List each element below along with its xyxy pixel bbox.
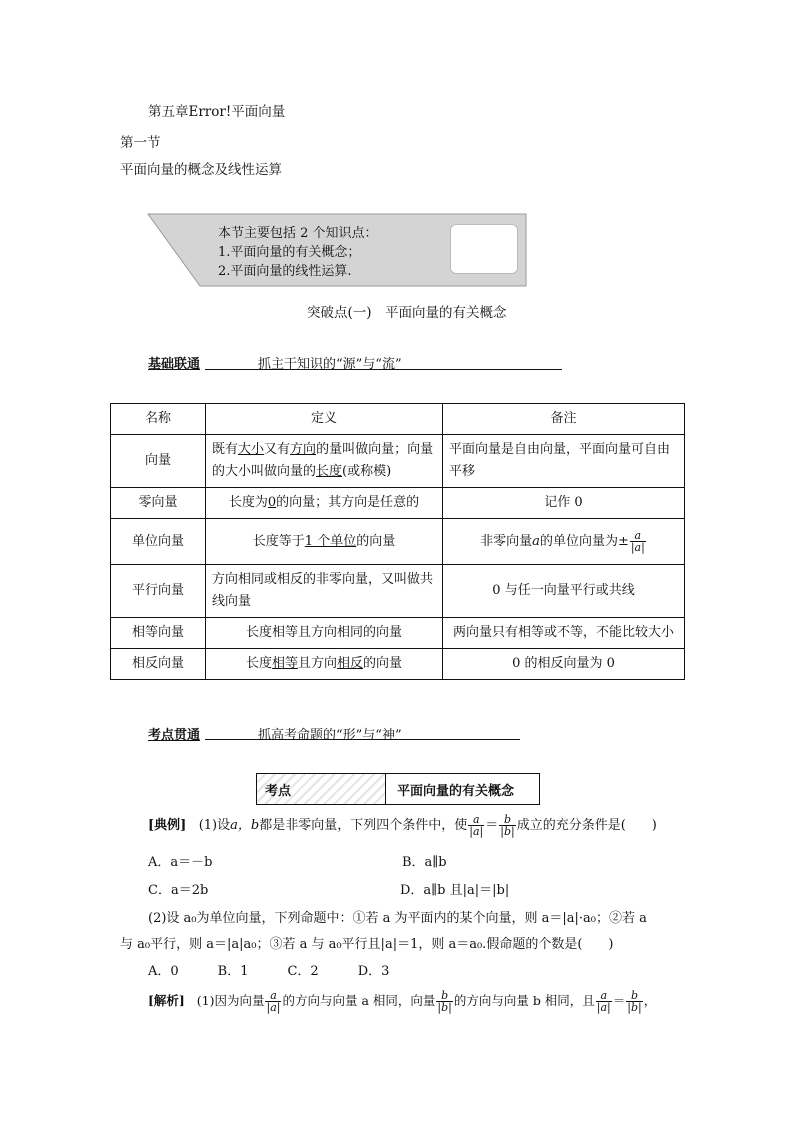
q1-vars: a，b xyxy=(230,818,260,833)
def-text: 长度 xyxy=(245,656,272,671)
solution-tag: [解析] xyxy=(148,993,185,1008)
row-definition: 方向相同或相反的非零向量，又叫做共线向量 xyxy=(206,565,443,618)
exam-subtitle: 抓高考命题的“形”与“神” xyxy=(258,728,402,743)
kaodian-right-label: 平面向量的有关概念 xyxy=(397,784,515,799)
q1-text: 都是非零向量，下列四个条件中，使 xyxy=(259,818,468,833)
note-text: 的单位向量为± xyxy=(539,534,629,549)
def-text: 的量叫做向量；向量的大小叫做向量的 xyxy=(212,442,434,479)
def-text: 且方向 xyxy=(297,656,337,671)
q1-fraction-b: $\frac{b}{|b|}$ xyxy=(500,813,515,838)
example-tag: [典例] xyxy=(148,818,187,833)
row-name: 相等向量 xyxy=(111,618,206,649)
basics-subtitle: 抓主干知识的“源”与“流” xyxy=(258,357,402,372)
header-name: 名称 xyxy=(111,404,206,435)
row-definition: 长度相等且方向相同的向量 xyxy=(206,618,443,649)
row-name: 平行向量 xyxy=(111,565,206,618)
banner-point-2: 2.平面向量的线性运算. xyxy=(218,264,352,279)
basics-underline xyxy=(205,369,562,370)
def-text: 的向量；其方向是任意的 xyxy=(276,495,420,510)
table-row xyxy=(111,435,685,488)
kaodian-box xyxy=(256,773,540,805)
row-note xyxy=(443,519,685,565)
solution-fraction: $\frac{b}{|b|}$ xyxy=(627,989,642,1014)
basics-label: 基础联通 xyxy=(148,357,201,372)
def-key-term: 0 xyxy=(267,495,277,510)
knowledge-banner xyxy=(140,212,528,288)
def-text: 长度等于 xyxy=(252,533,305,549)
q1-text: (1)设 xyxy=(198,818,231,833)
banner-blank-box xyxy=(450,224,518,274)
banner-text xyxy=(218,224,378,281)
def-key-term: 长度 xyxy=(316,464,343,479)
q1-fraction-a: $\frac{a}{|a|}$ xyxy=(469,813,484,838)
row-definition xyxy=(206,435,443,488)
solution-fraction: $\frac{a}{|a|}$ xyxy=(266,989,281,1014)
row-note: 0 的相反向量为 0 xyxy=(443,649,685,680)
def-text: 既有 xyxy=(212,442,239,457)
option-b: B．a∥b xyxy=(402,855,447,870)
def-text: 长度为 xyxy=(228,495,268,510)
def-text: 又有 xyxy=(264,442,291,457)
option-d: D．a∥b 且|a|＝|b| xyxy=(400,883,510,898)
option-c: C．a＝2b xyxy=(148,883,209,898)
def-key-term: 大小 xyxy=(238,442,265,457)
row-name: 向量 xyxy=(111,435,206,488)
table-row xyxy=(111,488,685,519)
table-row xyxy=(111,618,685,649)
chapter-title: 第五章Error!平面向量 xyxy=(148,104,286,120)
example-q2-options: A．0 B．1 C．2 D．3 xyxy=(148,964,390,979)
row-note: 0 与任一向量平行或共线 xyxy=(443,565,685,618)
solution-text: ＝ xyxy=(612,993,626,1008)
table-header-row xyxy=(111,404,685,435)
row-note: 两向量只有相等或不等，不能比较大小 xyxy=(443,618,685,649)
def-key-term: 相等 xyxy=(271,656,298,671)
solution-text: (1)因为向量 xyxy=(196,993,265,1008)
def-key-term: 方向 xyxy=(290,442,317,457)
topic-title: 平面向量的概念及线性运算 xyxy=(120,162,282,178)
exam-label: 考点贯通 xyxy=(148,728,201,743)
note-var: a xyxy=(532,534,540,549)
row-note: 平面向量是自由向量，平面向量可自由平移 xyxy=(443,435,685,488)
def-text: (或称模) xyxy=(342,464,392,479)
row-name: 相反向量 xyxy=(111,649,206,680)
note-text: 非零向量 xyxy=(480,534,533,549)
solution-fraction: $\frac{a}{|a|}$ xyxy=(596,989,611,1014)
option-a: A．a＝－b xyxy=(148,855,213,870)
kaodian-left-label: 考点 xyxy=(265,784,292,799)
table-row xyxy=(111,565,685,618)
table-row xyxy=(111,519,685,565)
row-name: 单位向量 xyxy=(111,519,206,565)
solution-text: ， xyxy=(643,993,657,1008)
row-name: 零向量 xyxy=(111,488,206,519)
solution-text: 的方向与向量 b 相同，且 xyxy=(453,993,595,1008)
def-text: 的向量 xyxy=(356,533,396,549)
def-key-term: 相反 xyxy=(337,656,364,671)
header-note: 备注 xyxy=(443,404,685,435)
kaodian-left-cell xyxy=(257,774,386,804)
example-q2-line1: (2)设 a₀为单位向量，下列命题中：①若 a 为平面内的某个向量，则 a＝|a|·a₀；②若 a xyxy=(148,911,647,926)
row-definition xyxy=(206,488,443,519)
exam-underline xyxy=(205,739,520,740)
solution-fraction: $\frac{b}{|b|}$ xyxy=(437,989,452,1014)
unit-vector-fraction: $\frac{a}{|a|}$ xyxy=(630,529,645,554)
solution-line xyxy=(148,990,656,1013)
def-text: 的向量 xyxy=(363,656,403,671)
q1-equals: ＝ xyxy=(485,818,499,833)
breakthrough-title: 突破点(一) 平面向量的有关概念 xyxy=(307,305,507,321)
solution-text: 的方向与向量 a 相同，向量 xyxy=(282,993,436,1008)
row-note: 记作 0 xyxy=(443,488,685,519)
row-definition xyxy=(206,519,443,565)
def-key-term: 1 个单位 xyxy=(304,533,357,549)
q1-text: 成立的充分条件是( ) xyxy=(516,818,657,833)
definitions-table xyxy=(110,403,685,680)
banner-point-1: 1.平面向量的有关概念； xyxy=(218,245,361,260)
table-row xyxy=(111,649,685,680)
banner-intro: 本节主要包括 2 个知识点： xyxy=(218,226,378,241)
row-definition xyxy=(206,649,443,680)
section-title: 第一节 xyxy=(120,135,161,151)
example-q1 xyxy=(148,814,657,837)
header-definition: 定义 xyxy=(206,404,443,435)
example-q2-line2: 与 a₀平行，则 a＝|a|a₀；③若 a 与 a₀平行且|a|＝1，则 a＝a₀.假命题的个数是( ) xyxy=(120,937,614,952)
